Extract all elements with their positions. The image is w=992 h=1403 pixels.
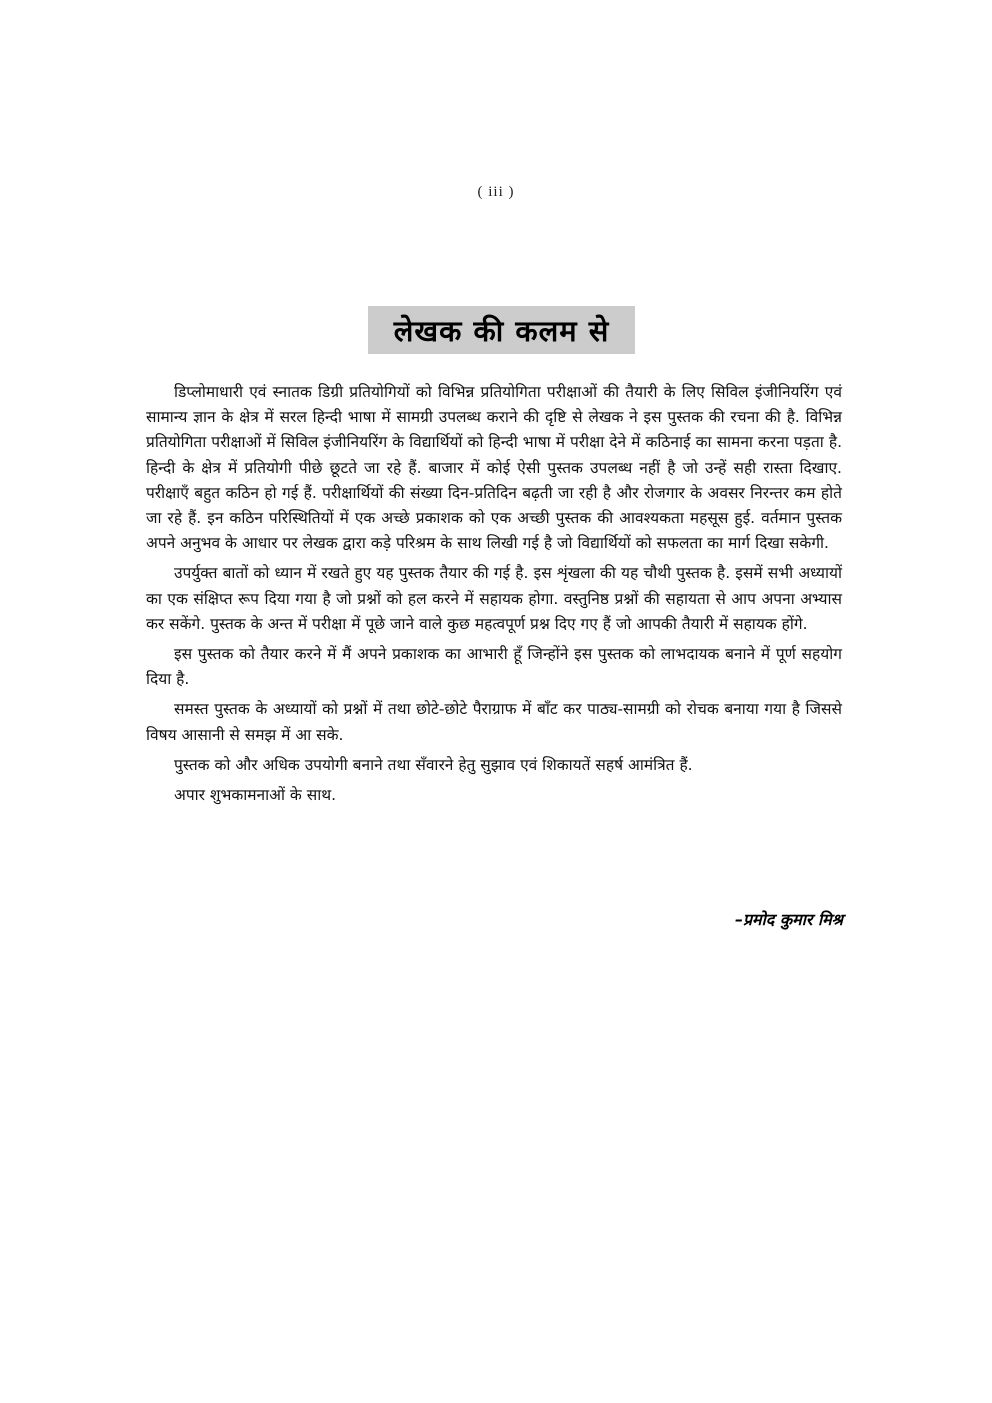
paragraph-4: समस्त पुस्तक के अध्यायों को प्रश्नों में तथा छोटे-छोटे पैराग्राफ में बाँट कर पाठ्य-सामग्री को रोचक बनाया गया है जिससे विषय आसानी से समझ में आ सके. (146, 700, 842, 744)
page-number: ( iii ) (477, 184, 515, 200)
heading-box (368, 306, 635, 354)
paragraph-6: अपार शुभकामनाओं के साथ. (174, 786, 337, 805)
paragraph-1: डिप्लोमाधारी एवं स्नातक डिग्री प्रतियोगियों को विभिन्न प्रतियोगिता परीक्षाओं की तैयारी के लिए सिविल इंजीनियरिंग एवं सामान्य ज्ञान के क्षेत्र में सरल हिन्दी भाषा में सामग्री उपलब्ध कराने की दृष्टि से लेखक ने इस पुस्तक की रचना की है. विभिन्न प्रतियोगिता परीक्षाओं में सिविल इंजीनियरिंग के विद्यार्थियों को हिन्दी भाषा में परीक्षा देने में कठिनाई का सामना करना पड़ता है. हिन्दी के क्षेत्र में प्रतियोगी पीछे छूटते जा रहे हैं. बाजार में कोई ऐसी पुस्तक उपलब्ध नहीं है जो उन्हें सही रास्ता दिखाए. परीक्षाएँ बहुत कठिन हो गई हैं. परीक्षार्थियों की संख्या दिन-प्रतिदिन बढ़ती जा रही है और रोजगार के अवसर निरन्तर कम होते जा रहे हैं. इन कठिन परिस्थितियों में एक अच्छे प्रकाशक को एक अच्छी पुस्तक की आवश्यकता महसूस हुई. वर्तमान पुस्तक अपने अनुभव के आधार पर लेखक द्वारा कड़े परिश्रम के साथ लिखी गई है जो विद्यार्थियों को सफलता का मार्ग दिखा सकेगी. (146, 383, 842, 553)
page-title: लेखक की कलम से (393, 313, 610, 348)
preface-body (146, 380, 842, 813)
author-signature: –प्रमोद कुमार मिश्र (734, 910, 843, 929)
paragraph-5: पुस्तक को और अधिक उपयोगी बनाने तथा सँवारने हेतु सुझाव एवं शिकायतें सहर्ष आमंत्रित हैं. (174, 755, 693, 774)
paragraph-2: उपर्युक्त बातों को ध्यान में रखते हुए यह पुस्तक तैयार की गई है. इस शृंखला की यह चौथी पुस्तक है. इसमें सभी अध्यायों का एक संक्षिप्त रूप दिया गया है जो प्रश्नों को हल करने में सहायक होगा. वस्तुनिष्ठ प्रश्नों की सहायता से आप अपना अभ्यास कर सकेंगे. पुस्तक के अन्त में परीक्षा में पूछे जाने वाले कुछ महत्वपूर्ण प्रश्न दिए गए हैं जो आपकी तैयारी में सहायक होंगे. (146, 564, 842, 633)
paragraph-3: इस पुस्तक को तैयार करने में मैं अपने प्रकाशक का आभारी हूँ जिन्होंने इस पुस्तक को लाभदायक बनाने में पूर्ण सहयोग दिया है. (146, 645, 842, 689)
